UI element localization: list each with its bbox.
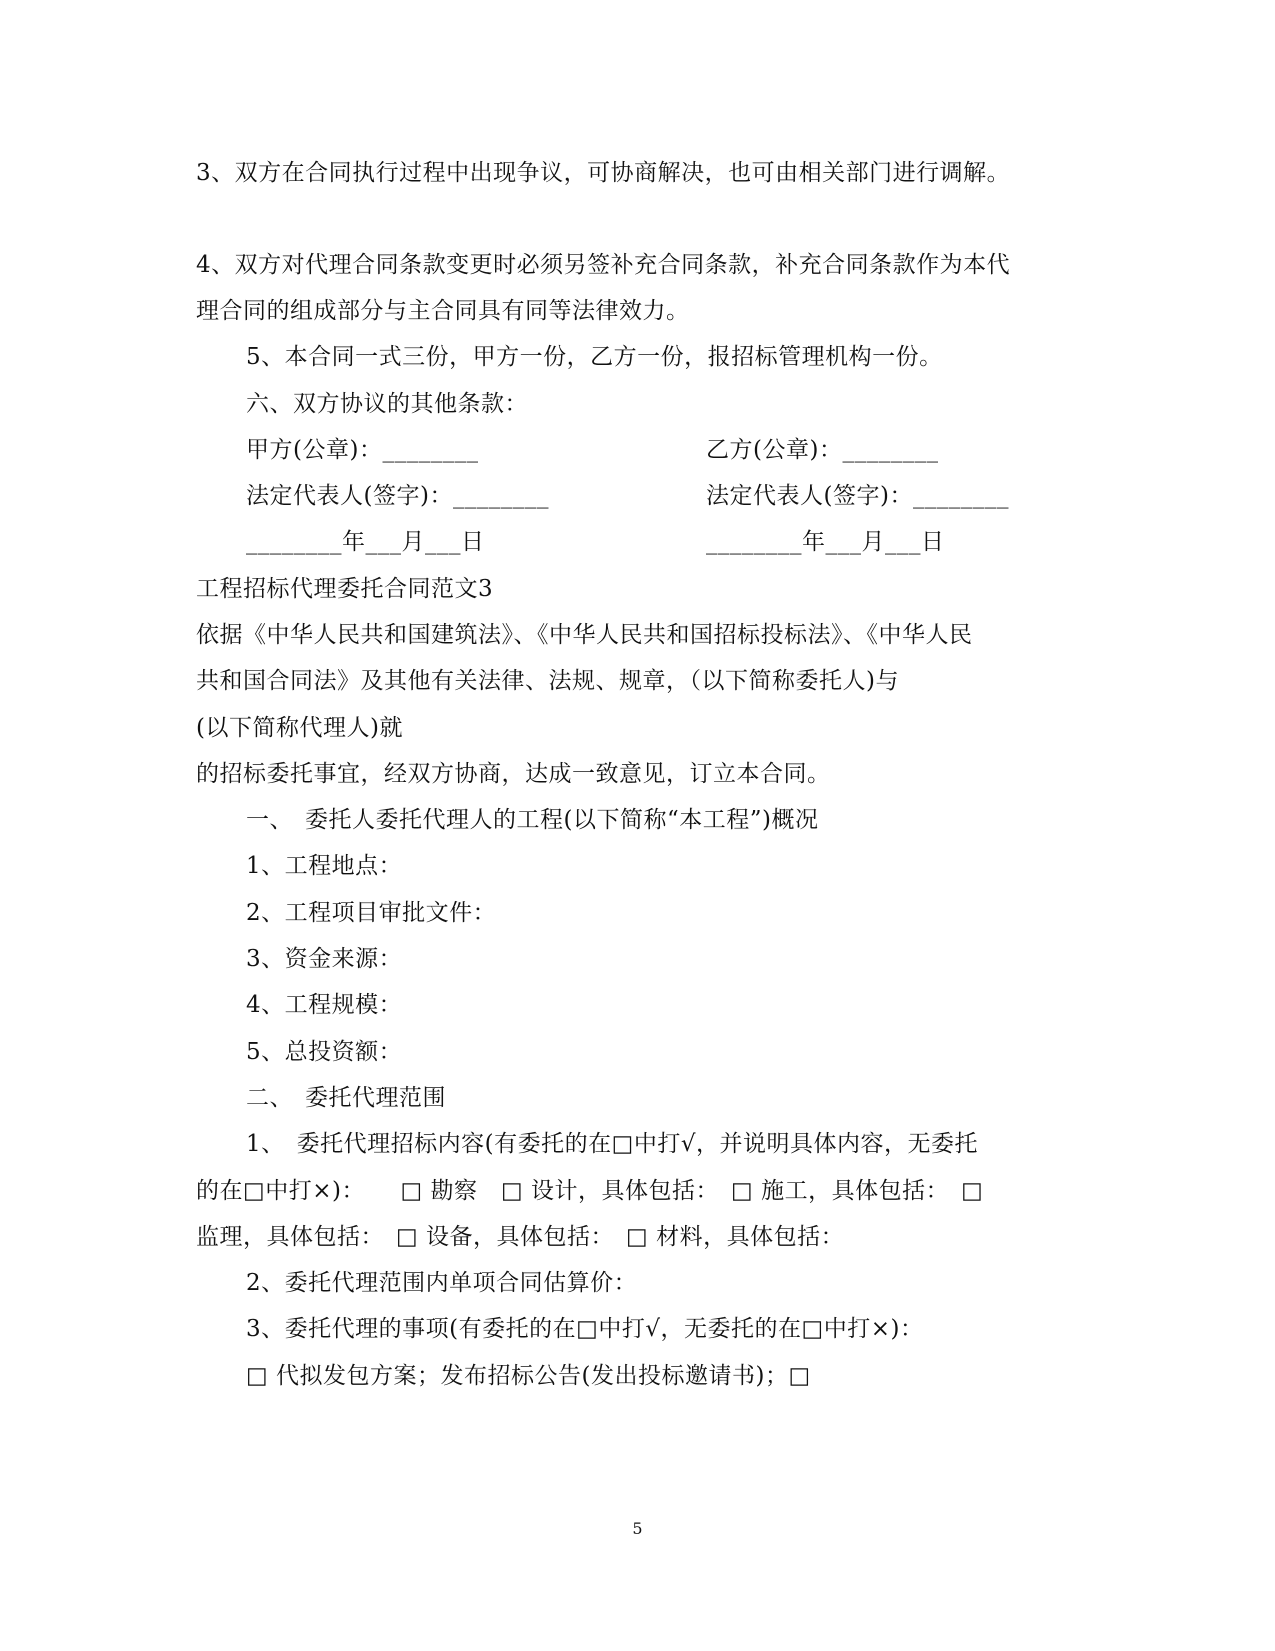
total-investment: 5、总投资额：: [246, 1039, 403, 1065]
clause-3-dispute: 3、双方在合同执行过程中出现争议，可协商解决，也可由相关部门进行调解。: [196, 160, 1011, 186]
intro-line3: (以下简称代理人)就: [196, 715, 403, 741]
project-scale: 4、工程规模：: [246, 992, 403, 1018]
project-approval-docs: 2、工程项目审批文件：: [246, 900, 497, 926]
party-a-seal: 甲方(公章)：________: [246, 437, 479, 463]
funding-source: 3、资金来源：: [246, 946, 403, 972]
intro-line4: 的招标委托事宜，经双方协商，达成一致意见，订立本合同。: [196, 761, 831, 787]
project-location: 1、工程地点：: [246, 853, 403, 879]
party-a-date: ________年___月___日: [246, 529, 485, 555]
party-b-representative: 法定代表人(签字)：________: [706, 483, 1009, 509]
section-6-heading: 六、双方协议的其他条款：: [246, 391, 528, 417]
intro-line2: 共和国合同法》及其他有关法律、法规、规章，（以下简称委托人)与: [196, 668, 899, 694]
scope-item3: 3、委托代理的事项(有委托的在□中打√，无委托的在□中打×)：: [246, 1316, 924, 1342]
scope-item1-line2: 的在□中打×)： □ 勘察 □ 设计，具体包括： □ 施工，具体包括： □: [196, 1178, 984, 1204]
scope-item1-line1: 1、 委托代理招标内容(有委托的在□中打√，并说明具体内容，无委托: [246, 1131, 978, 1157]
party-a-representative: 法定代表人(签字)：________: [246, 483, 549, 509]
party-b-date: ________年___月___日: [706, 529, 945, 555]
party-b-seal: 乙方(公章)：________: [706, 437, 939, 463]
scope-item2: 2、委托代理范围内单项合同估算价：: [246, 1270, 638, 1296]
contract-3-title: 工程招标代理委托合同范文3: [196, 576, 494, 602]
clause-4-amendment-line1: 4、双方对代理合同条款变更时必须另签补充合同条款，补充合同条款作为本代: [196, 252, 1011, 278]
clause-5-copies: 5、本合同一式三份，甲方一份，乙方一份，报招标管理机构一份。: [246, 344, 943, 370]
intro-line1: 依据《中华人民共和国建筑法》、《中华人民共和国招标投标法》、《中华人民: [196, 622, 973, 648]
section-2-heading: 二、 委托代理范围: [246, 1085, 446, 1111]
section-1-heading: 一、 委托人委托代理人的工程(以下简称“本工程”)概况: [246, 807, 819, 833]
clause-4-amendment-line2: 理合同的组成部分与主合同具有同等法律效力。: [196, 298, 690, 324]
page-number: 5: [632, 1519, 643, 1538]
scope-item1-line3: 监理，具体包括： □ 设备，具体包括： □ 材料，具体包括：: [196, 1224, 845, 1250]
scope-item3-options: □ 代拟发包方案；发布招标公告(发出投标邀请书)；□: [246, 1363, 811, 1389]
